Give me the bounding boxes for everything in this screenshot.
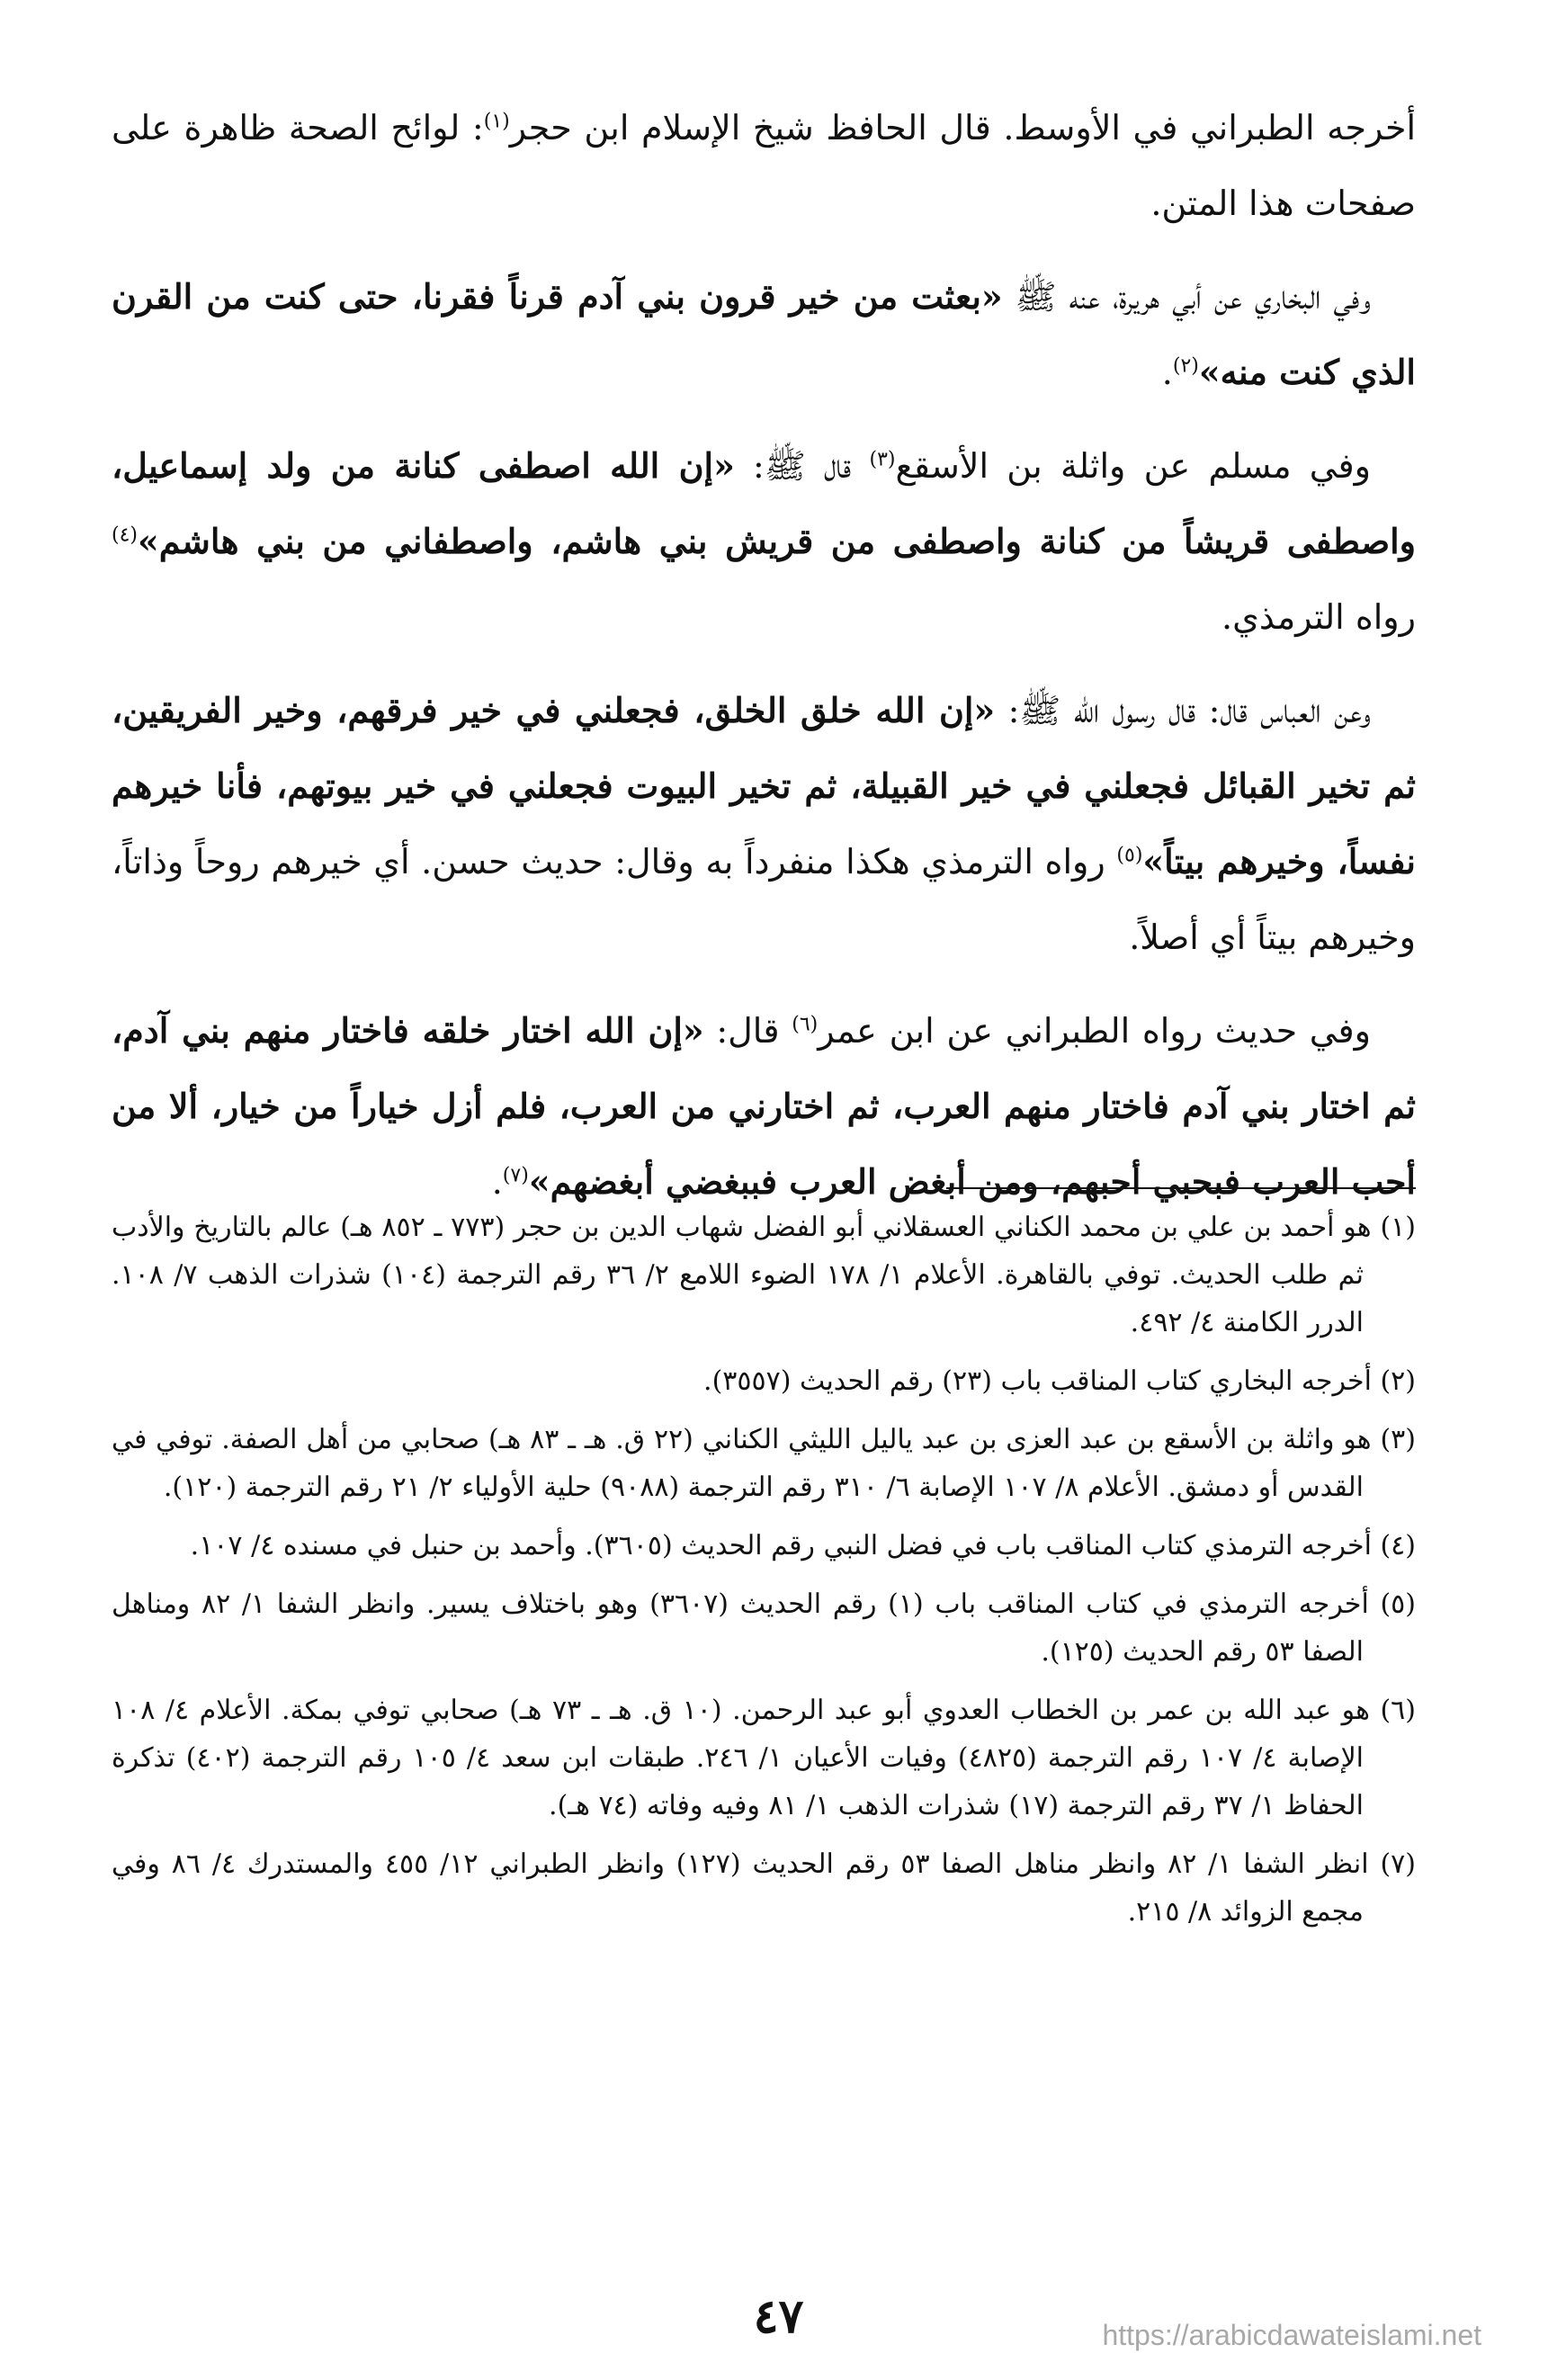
watermark-url: https://arabicdawateislami.net bbox=[1102, 2319, 1481, 2351]
para-3-end: رواه الترمذي. bbox=[1221, 597, 1416, 637]
footnote-1: (١) هو أحمد بن علي بن محمد الكناني العسقلاني أبو الفضل شهاب الدين بن حجر (٧٧٣ ـ ٨٥٢ هـ) عالم بالتاريخ والأدب ثم طلب الحديث. توفي بالقاهرة. الأعلام ١/ ١٧٨ الضوء اللامع ٢/ ٣٦ رقم الترجمة (١٠٤) شذرات الذهب ٧/ ١٠٨. الدرر الكامنة ٤/ ٤٩٢. bbox=[112, 1212, 1416, 1338]
page-number: ٤٧ bbox=[753, 2289, 804, 2344]
hadith-quote-4: «إن الله خلق الخلق، فجعلني في خير فرقهم، وخير الفريقين، ثم تخير القبائل فجعلني في خير القبيلة، ثم تخير البيوت فجعلني في خير بيوتهم، فأنا خيرهم نفساً، وخيرهم بيتاً» bbox=[112, 690, 1416, 881]
paragraph-5 bbox=[112, 993, 1416, 1220]
para-5-text: قال: bbox=[703, 1011, 792, 1051]
para-2-end: . bbox=[1161, 353, 1173, 392]
hadith-quote-5: «إن الله اختار خلقه فاختار منهم بني آدم، ثم اختار بني آدم فاختار منهم العرب، ثم اختارني من العرب، فلم أزل خياراً من خيار، ألا من أحب العرب فبحبي أحبهم، ومن أبغض العرب فببغضي أبغضهم» bbox=[112, 1010, 1416, 1202]
footnote-3: (٣) هو واثلة بن الأسقع بن عبد العزى بن عبد ياليل الليثي الكناني (٢٢ ق. هـ ـ ٨٣ هـ) صحابي من أهل الصفة. توفي في القدس أو دمشق. الأعلام ٨/ ١٠٧ الإصابة ٦/ ٣١٠ رقم الترجمة (٩٠٨٨) حلية الأولياء ٢/ ٢١ رقم الترجمة (١٢٠). bbox=[112, 1424, 1417, 1503]
footnote-ref-6: (٦) bbox=[792, 1013, 819, 1036]
para-3-text: قال ﷺ: bbox=[734, 446, 870, 486]
footnote-ref-7: (٧) bbox=[502, 1164, 529, 1187]
paragraph-2 bbox=[112, 259, 1416, 410]
footnote-ref-4: (٤) bbox=[112, 523, 139, 547]
footnote-ref-2: (٢) bbox=[1172, 354, 1199, 378]
footnote-6: (٦) هو عبد الله بن عمر بن الخطاب العدوي أبو عبد الرحمن. (١٠ ق. هـ ـ ٧٣ هـ) صحابي توفي بمكة. الأعلام ٤/ ١٠٨ الإصابة ٤/ ١٠٧ رقم الترجمة (٤٨٢٥) وفيات الأعيان ١/ ٢٤٦. طبقات ابن سعد ٤/ ١٠٥ رقم الترجمة (٤٠٢) تذكرة الحفاظ ١/ ٣٧ رقم الترجمة (١٧) شذرات الذهب ١/ ٨١ وفيه وفاته (٧٤ هـ). bbox=[112, 1695, 1416, 1821]
hadith-quote-3: «إن الله اصطفى كنانة من ولد إسماعيل، واصطفى قريشاً من كنانة واصطفى من قريش بني هاشم، واصطفاني من بني هاشم» bbox=[112, 445, 1416, 561]
footnote-ref-5: (٥) bbox=[1116, 844, 1143, 867]
footnote-4: (٤) أخرجه الترمذي كتاب المناقب باب في فضل النبي رقم الحديث (٣٦٠٥). وأحمد بن حنبل في مسنده ٤/ ١٠٧. bbox=[190, 1530, 1416, 1561]
footnote-ref-3: (٣) bbox=[869, 448, 896, 471]
para-1-intro: أخرجه الطبراني في الأوسط. قال الحافظ شيخ الإسلام ابن حجر bbox=[509, 108, 1417, 148]
main-text bbox=[112, 90, 1416, 1238]
footnote-5: (٥) أخرجه الترمذي في كتاب المناقب باب (١) رقم الحديث (٣٦٠٧) وهو باختلاف يسير. وانظر الشفا ١/ ٨٢ ومناهل الصفا ٥٣ رقم الحديث (١٢٥). bbox=[112, 1588, 1416, 1668]
paragraph-1 bbox=[112, 90, 1416, 241]
footnote-divider bbox=[946, 1187, 1416, 1189]
footnote-7: (٧) انظر الشفا ١/ ٨٢ وانظر مناهل الصفا ٥٣ رقم الحديث (١٢٧) وانظر الطبراني ١٢/ ٤٥٥ والمستدرك ٤/ ٨٦ وفي مجمع الزوائد ٨/ ٢١٥. bbox=[112, 1848, 1416, 1928]
paragraph-4 bbox=[112, 673, 1416, 975]
footnote-2: (٢) أخرجه البخاري كتاب المناقب باب (٢٣) رقم الحديث (٣٥٥٧). bbox=[703, 1365, 1416, 1397]
para-2-intro: وفي البخاري عن أبي هريرة، عنه ﷺ bbox=[1002, 277, 1371, 317]
para-4-intro: وعن العباس قال: قال رسول الله ﷺ: bbox=[995, 691, 1371, 730]
para-5-intro: وفي حديث رواه الطبراني عن ابن عمر bbox=[818, 1011, 1371, 1051]
paragraph-3 bbox=[112, 428, 1416, 655]
para-5-end: . bbox=[491, 1162, 503, 1202]
para-1-text: : لوائح الصحة ظاهرة على صفحات هذا المتن. bbox=[112, 108, 1416, 223]
hadith-quote-2: «بعثت من خير قرون بني آدم قرناً فقرنا، حتى كنت من القرن الذي كنت منه» bbox=[112, 276, 1416, 392]
para-3-intro: وفي مسلم عن واثلة بن الأسقع bbox=[895, 446, 1371, 486]
para-4-end: رواه الترمذي هكذا منفرداً به وقال: حديث حسن. أي خيرهم روحاً وذاتاً، وخيرهم بيتاً أي أصلاً. bbox=[112, 842, 1416, 957]
footnotes bbox=[112, 1203, 1416, 1946]
footnote-ref-1: (١) bbox=[483, 110, 510, 133]
